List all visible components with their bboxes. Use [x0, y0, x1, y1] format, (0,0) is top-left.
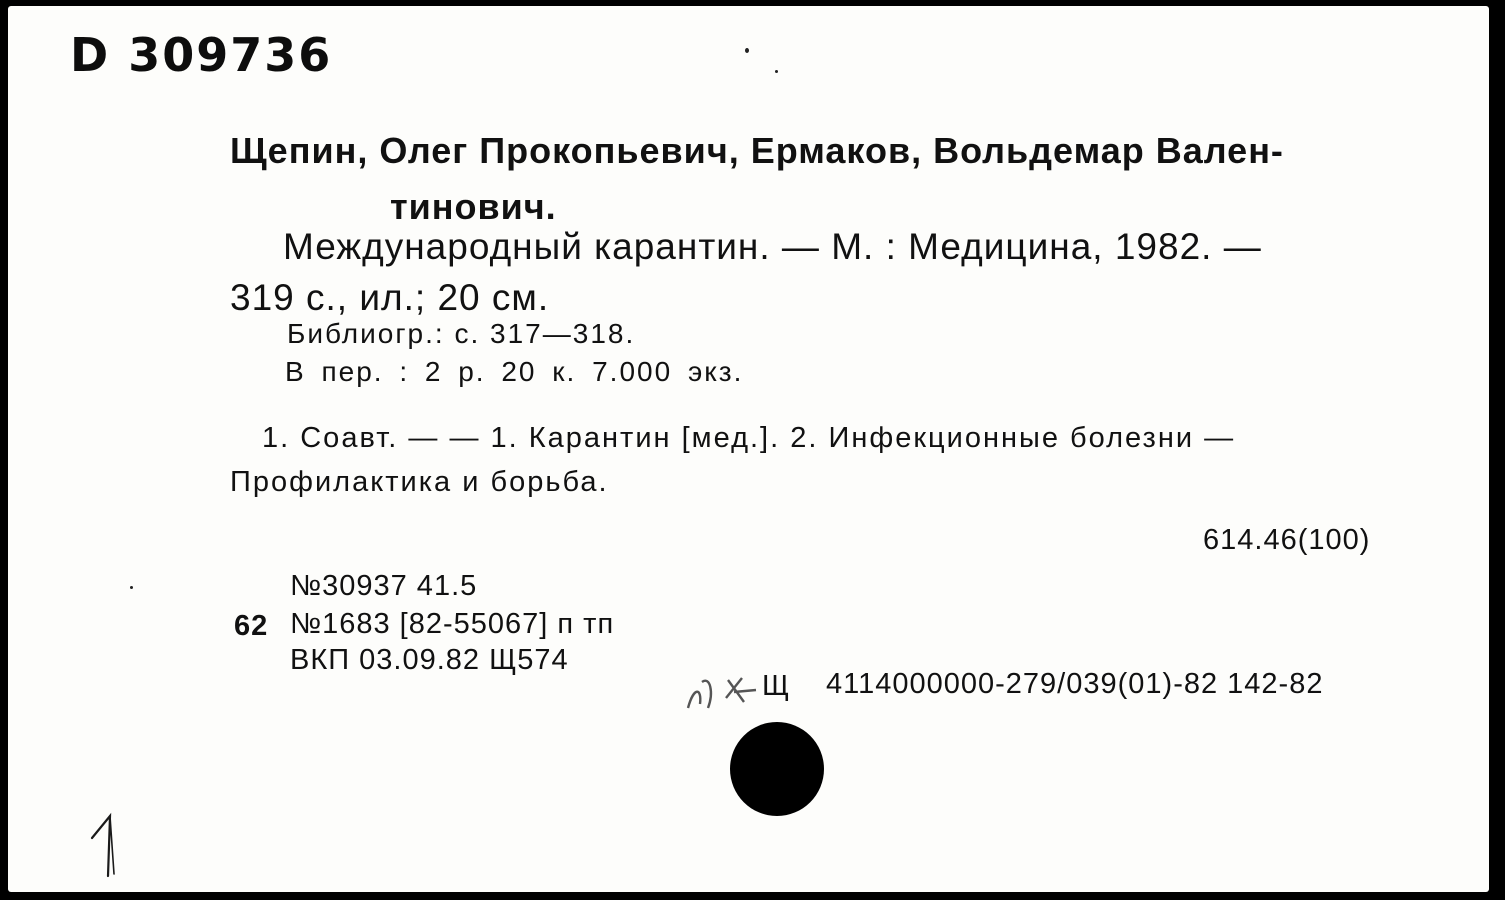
authors-line-1: Щепин, Олег Прокопьевич, Ермаков, Вольдемар Вален-	[230, 130, 1284, 171]
speck	[130, 586, 133, 589]
title-line-1: Международный карантин. — М. : Медицина, 1982. —	[283, 226, 1262, 267]
title-line-2: 319 с., ил.; 20 см.	[230, 277, 550, 318]
binding-price: В пер. : 2 р. 20 к. 7.000 экз.	[285, 356, 744, 387]
subjects-line-2: Профилактика и борьба.	[230, 466, 609, 498]
speck	[745, 48, 749, 53]
subjects-line-1: 1. Соавт. — — 1. Карантин [мед.]. 2. Инфекционные болезни —	[262, 422, 1236, 454]
handwritten-digit	[88, 810, 128, 880]
stamp-scribble-icon	[684, 668, 764, 714]
registration-line-1: №30937 41.5	[290, 570, 478, 602]
card-number: D 309736	[70, 28, 333, 82]
speck	[775, 70, 778, 73]
card-edge	[1489, 0, 1505, 900]
udc-code: 614.46(100)	[1203, 524, 1371, 556]
code-prefix: Щ	[762, 670, 791, 702]
registration-line-2: №1683 [82-55067] п тп	[290, 608, 615, 640]
catalog-code: 4114000000-279/039(01)-82 142-82	[826, 668, 1324, 700]
punch-hole	[730, 722, 824, 816]
registration-prefix: 62	[234, 610, 269, 642]
authors-line-2: тинович.	[390, 186, 557, 227]
bibliography-note: Библиогр.: с. 317—318.	[287, 318, 636, 349]
registration-line-3: ВКП 03.09.82 Щ574	[290, 644, 569, 676]
